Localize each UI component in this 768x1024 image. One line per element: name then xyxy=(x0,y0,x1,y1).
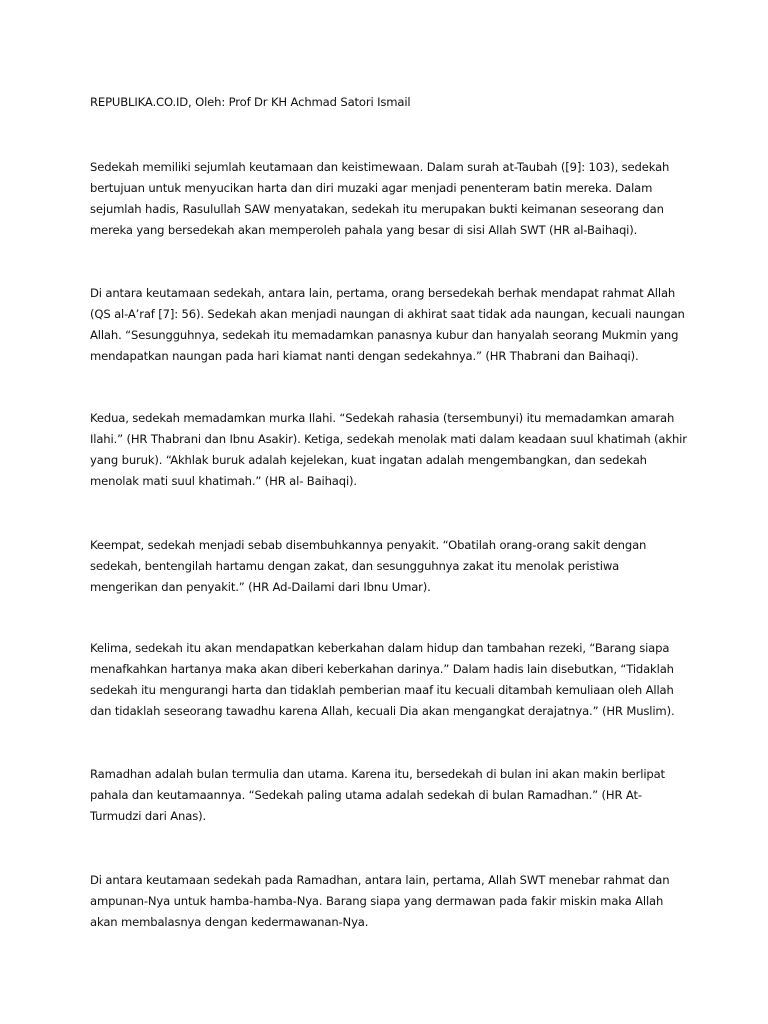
paragraph-5 xyxy=(90,638,690,722)
paragraph-text: Sedekah memiliki sejumlah keutamaan dan keistimewaan. Dalam surah at-Taubah ([9]: 103), sedekah bertujuan untuk menyucikan harta dan diri muzaki agar menjadi penenteram batin mereka. Dalam sejumlah hadis, Rasulullah SAW menyatakan, sedekah itu merupakan bukti keimanan seseorang dan mereka yang bersedekah akan memperoleh pahala yang besar di sisi Allah SWT (HR al-Baihaqi). xyxy=(90,160,670,237)
paragraph-text: Ramadhan adalah bulan termulia dan utama. Karena itu, bersedekah di bulan ini akan makin berlipat pahala dan keutamaannya. “Sedekah paling utama adalah sedekah di bulan Ramadhan.” (HR At-Turmudzi dari Anas). xyxy=(90,767,665,823)
paragraph-text: Di antara keutamaan sedekah pada Ramadhan, antara lain, pertama, Allah SWT menebar rahmat dan ampunan-Nya untuk hamba-hamba-Nya. Barang siapa yang dermawan pada fakir miskin maka Allah akan membalasnya dengan kedermawanan-Nya. xyxy=(90,873,670,929)
byline-text: REPUBLIKA.CO.ID, Oleh: Prof Dr KH Achmad Satori Ismail xyxy=(90,95,411,109)
paragraph-text: Di antara keutamaan sedekah, antara lain, pertama, orang bersedekah berhak mendapat rahmat Allah (QS al-A’raf [7]: 56). Sedekah akan menjadi naungan di akhirat saat tidak ada naungan, kecuali naungan Allah. “Sesungguhnya, sedekah itu memadamkan panasnya kubur dan hanyalah seorang Mukmin yang mendapatkan naungan pada hari kiamat nanti dengan sedekahnya.” (HR Thabrani dan Baihaqi). xyxy=(90,286,685,363)
paragraph-7 xyxy=(90,870,690,933)
paragraph-1 xyxy=(90,157,690,241)
article-byline xyxy=(90,92,690,113)
paragraph-text: Kedua, sedekah memadamkan murka Ilahi. “Sedekah rahasia (tersembunyi) itu memadamkan amarah Ilahi.” (HR Thabrani dan Ibnu Asakir). Ketiga, sedekah menolak mati dalam keadaan suul khatimah (akhir yang buruk). “Akhlak buruk adalah kejelekan, kuat ingatan adalah mengembangkan, dan sedekah menolak mati suul khatimah.” (HR al- Baihaqi). xyxy=(90,411,687,488)
paragraph-6 xyxy=(90,764,690,827)
paragraph-text: Kelima, sedekah itu akan mendapatkan keberkahan dalam hidup dan tambahan rezeki, “Barang siapa menafkahkan hartanya maka akan diberi keberkahan darinya.” Dalam hadis lain disebutkan, “Tidaklah sedekah itu mengurangi harta dan tidaklah pemberian maaf itu kecuali ditambah kemuliaan oleh Allah dan tidaklah seseorang tawadhu karena Allah, kecuali Dia akan mengangkat derajatnya.” (HR Muslim). xyxy=(90,641,675,718)
paragraph-2 xyxy=(90,283,690,367)
paragraph-3 xyxy=(90,408,690,492)
paragraph-text: Keempat, sedekah menjadi sebab disembuhkannya penyakit. “Obatilah orang-orang sakit dengan sedekah, bentengilah hartamu dengan zakat, dan sesungguhnya zakat itu menolak peristiwa mengerikan dan penyakit.” (HR Ad-Dailami dari Ibnu Umar). xyxy=(90,538,647,594)
paragraph-4 xyxy=(90,535,690,598)
